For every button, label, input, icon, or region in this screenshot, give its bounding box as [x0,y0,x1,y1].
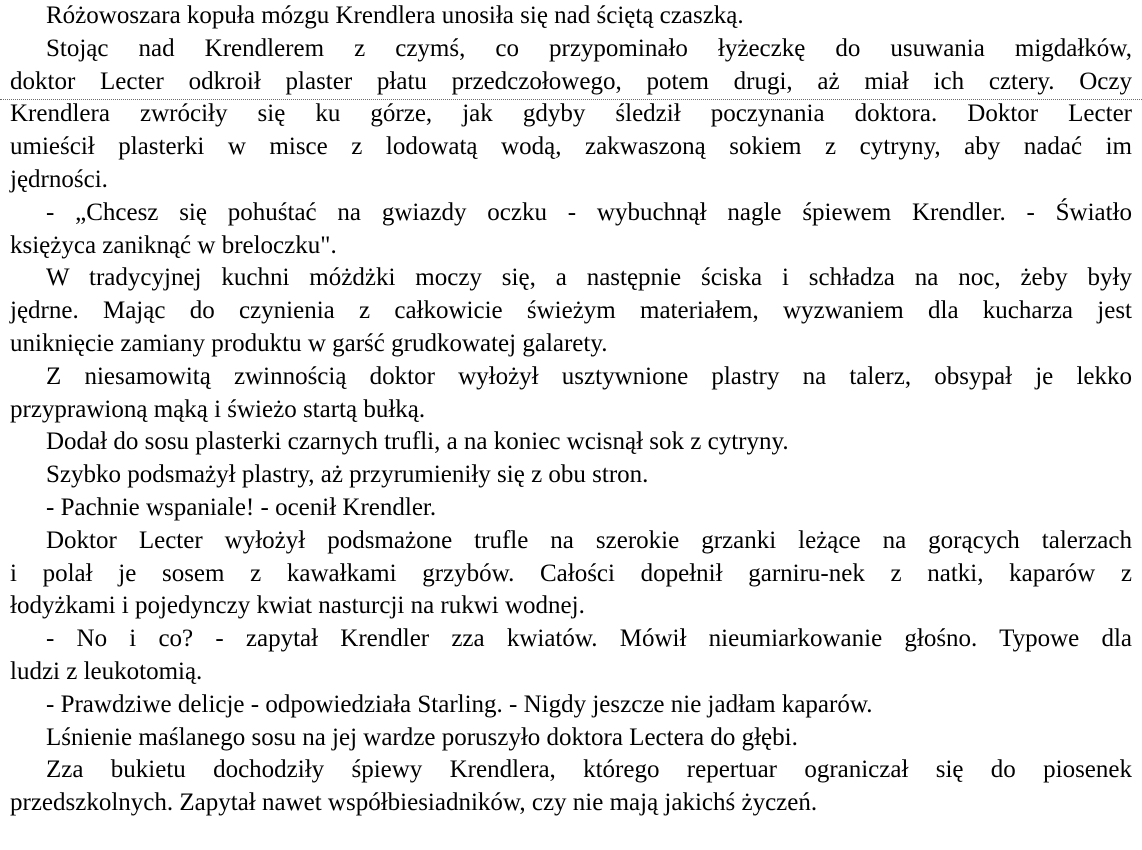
text-line: umieścił plasterki w misce z lodowatą wodą, zakwaszoną sokiem z cytryny, aby nadać im [10,133,1132,161]
text-line: Stojąc nad Krendlerem z czymś, co przypominało łyżeczkę do usuwania migdałków, [46,34,1132,62]
text-line: - Prawdziwe delicje - odpowiedziała Starling. - Nigdy jeszcze nie jadłam kaparów. [46,690,873,718]
text-line: Lśnienie maślanego sosu na jej wardze poruszyło doktora Lectera do głębi. [46,723,798,751]
text-line: Zza bukietu dochodziły śpiewy Krendlera, którego repertuar ograniczał się do piosenek [46,756,1132,784]
text-line: Doktor Lecter wyłożył podsmażone trufle na szerokie grzanki leżące na gorących talerzach [46,526,1132,554]
document-page [10,0,1132,820]
text-line: - Pachnie wspaniale! - ocenił Krendler. [46,493,437,521]
text-line: W tradycyjnej kuchni móżdżki moczy się, a następnie ściska i schładza na noc, żeby były [46,264,1132,292]
text-line: i polał je sosem z kawałkami grzybów. Całości dopełnił garniru-nek z natki, kaparów z [10,559,1132,587]
text-line: uniknięcie zamiany produktu w garść grudkowatej galarety. [10,329,608,357]
text-line: Szybko podsmażył plastry, aż przyrumieniły się z obu stron. [46,461,649,489]
text-line: - „Chcesz się pohuśtać na gwiazdy oczku - wybuchnął nagle śpiewem Krendler. - Światło [46,198,1132,226]
text-line: księżyca zaniknąć w breloczku". [10,231,337,259]
text-line: ludzi z leukotomią. [10,657,203,685]
text-line: Z niesamowitą zwinnością doktor wyłożył usztywnione plastry na talerz, obsypał je lekko [46,362,1132,390]
text-line: przedszkolnych. Zapytał nawet współbiesiadników, czy nie mają jakichś życzeń. [10,789,818,817]
text-line: Krendlera zwróciły się ku górze, jak gdyby śledził poczynania doktora. Doktor Lecter [10,100,1132,128]
text-line: Różowoszara kopuła mózgu Krendlera unosiła się nad ściętą czaszką. [46,2,744,29]
text-line: jędrne. Mając do czynienia z całkowicie świeżym materiałem, wyzwaniem dla kucharza jest [10,297,1132,325]
text-line: doktor Lecter odkroił plaster płatu przedczołowego, potem drugi, aż miał ich cztery. Oczy [10,67,1132,95]
text-line: łodyżkami i pojedynczy kwiat nasturcji na rukwi wodnej. [10,592,585,620]
text-line: jędrności. [10,165,108,193]
text-line: - No i co? - zapytał Krendler zza kwiatów. Mówił nieumiarkowanie głośno. Typowe dla [46,625,1132,653]
text-line: Dodał do sosu plasterki czarnych trufli, a na koniec wcisnął sok z cytryny. [46,428,789,456]
text-line: przyprawioną mąką i świeżo startą bułką. [10,395,426,423]
